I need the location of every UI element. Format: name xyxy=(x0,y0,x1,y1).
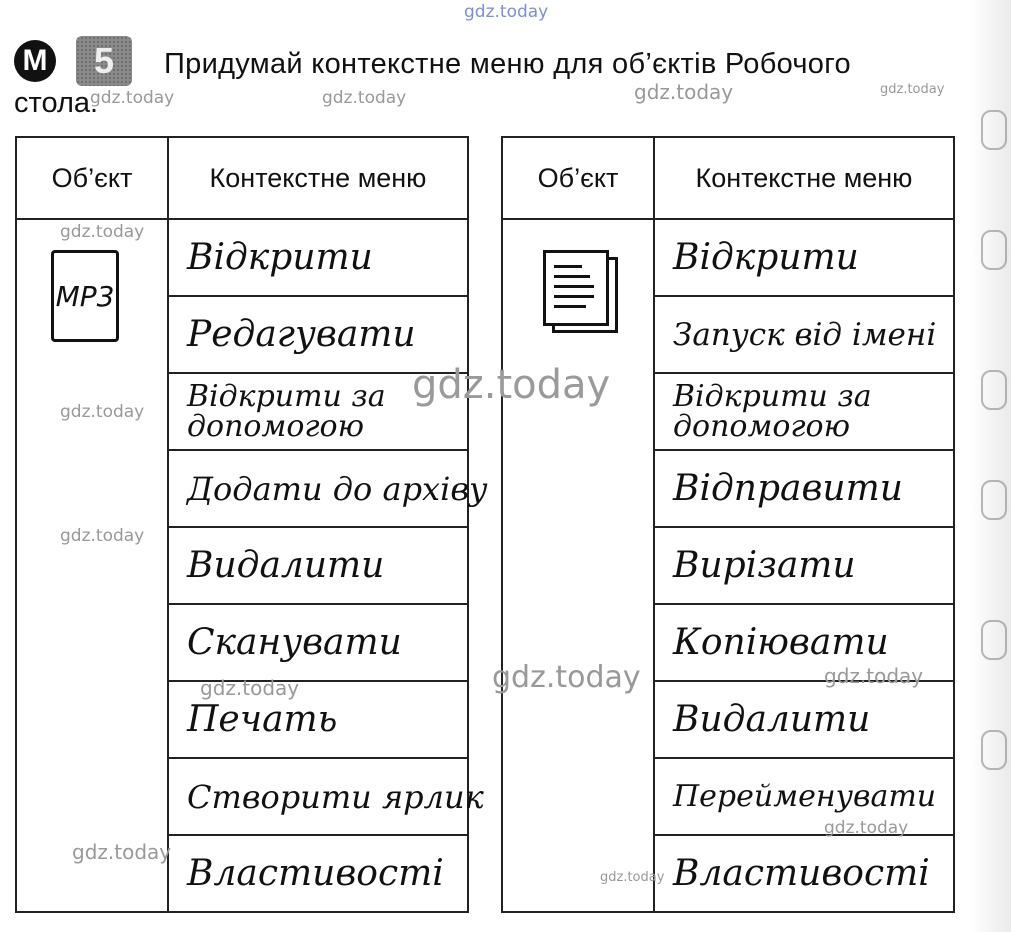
watermark: gdz.today xyxy=(72,840,172,864)
decor-icon xyxy=(981,370,1007,410)
object-label: MP3 xyxy=(55,279,115,313)
menu-item: Перейменувати xyxy=(654,758,954,835)
watermark: gdz.today xyxy=(60,402,145,422)
column-header-object: Об’єкт xyxy=(502,137,654,219)
menu-item: Видалити xyxy=(654,681,954,758)
task-number-badge: 5 xyxy=(76,36,132,86)
task-title: Придумай контекстне меню для об’єктів Робочого xyxy=(164,48,851,80)
menu-item: Створити ярлик xyxy=(168,758,468,835)
menu-item: Копіювати xyxy=(654,604,954,681)
decor-icon xyxy=(981,480,1007,520)
left-context-menu-table xyxy=(15,136,488,913)
menu-item: Відкрити за допомогою xyxy=(168,373,468,450)
column-header-context-menu: Контекстне меню xyxy=(168,137,468,219)
watermark: gdz.today xyxy=(464,2,549,22)
menu-item: Відкрити xyxy=(168,219,468,296)
watermark: gdz.today xyxy=(200,676,300,700)
watermark: gdz.today xyxy=(412,362,611,408)
watermark: gdz.today xyxy=(60,526,145,546)
table-row xyxy=(502,219,954,296)
watermark: gdz.today xyxy=(634,80,734,104)
menu-item: Відправити xyxy=(654,450,954,527)
menu-item: Вирізати xyxy=(654,527,954,604)
watermark: gdz.today xyxy=(90,88,175,108)
mp3-file-icon xyxy=(51,250,119,342)
document-file-icon xyxy=(543,250,609,326)
object-cell xyxy=(16,219,168,912)
watermark: gdz.today xyxy=(824,664,924,688)
watermark: gdz.today xyxy=(60,222,145,242)
menu-item: Редагувати xyxy=(168,296,468,373)
watermark: gdz.today xyxy=(492,660,641,695)
decor-icon xyxy=(981,730,1007,770)
watermark: gdz.today xyxy=(322,88,407,108)
task-title-continued: стола. xyxy=(14,87,99,119)
menu-item: Запуск від імені xyxy=(654,296,954,373)
menu-item: Властивості xyxy=(168,835,468,912)
watermark: gdz.today xyxy=(600,870,665,885)
decor-icon xyxy=(981,110,1007,150)
menu-item: Видалити xyxy=(168,527,468,604)
decor-icon xyxy=(981,230,1007,270)
table-header-row xyxy=(502,137,954,219)
right-context-menu-table xyxy=(501,136,955,913)
table-header-row xyxy=(16,137,468,219)
column-header-context-menu: Контекстне меню xyxy=(654,137,954,219)
column-header-object: Об’єкт xyxy=(16,137,168,219)
decor-icon xyxy=(981,620,1007,660)
menu-item: Додати до архіву xyxy=(168,450,468,527)
menu-item: Печать xyxy=(168,681,468,758)
table-row xyxy=(16,219,468,296)
menu-item: Відкрити xyxy=(654,219,954,296)
watermark: gdz.today xyxy=(880,82,945,97)
object-cell xyxy=(502,219,654,912)
watermark: gdz.today xyxy=(824,818,909,838)
menu-item: Властивості xyxy=(654,835,954,912)
m-badge: M xyxy=(14,40,56,82)
menu-item: Відкрити за допомогою xyxy=(654,373,954,450)
menu-item: Сканувати xyxy=(168,604,468,681)
page-edge-decoration xyxy=(971,0,1011,932)
